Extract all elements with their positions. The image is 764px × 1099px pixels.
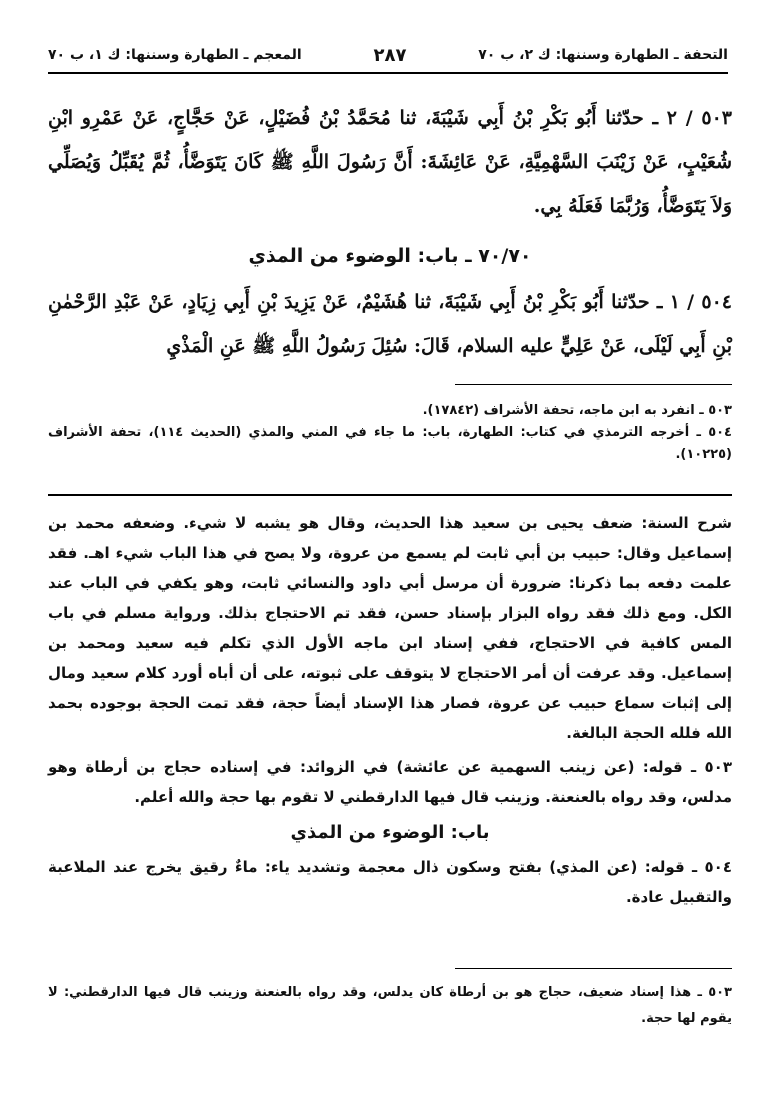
page-number: ٢٨٧ xyxy=(373,44,407,66)
bottom-footnote xyxy=(48,980,732,1032)
header-right-reference: المعجم ـ الطهارة وسننها: ك ١، ب ٧٠ xyxy=(48,47,302,63)
bottom-note-503: ٥٠٣ ـ هذا إسناد ضعيف، حجاج هو بن أرطاة كان يدلس، وقد رواه بالعنعنة وزينب قال فيها الدارقطني: لا يقوم لها حجة. xyxy=(48,985,732,1026)
takhrij-notes xyxy=(48,400,732,466)
commentary-divider xyxy=(48,494,732,496)
hadith-503: ٥٠٣ / ٢ ـ حدّثنا أَبُو بَكْرِ بْنُ أَبِي شَيْبَةَ، ثنا مُحَمَّدُ بْنُ فُضَيْلٍ، عَنْ حَجَّاجٍ، عَنْ عَمْرِو ابْنِ شُعَيْبٍ، عَنْ زَيْنَبَ السَّهْمِيَّةِ، عَنْ عَائِشَةَ: أَنَّ رَسُولَ اللَّهِ ﷺ كَانَ يَتَوَضَّأُ، ثُمَّ يُقَبِّلُ وَيُصَلِّي وَلاَ يَتَوَضَّأُ، وَرُبَّمَا فَعَلَهُ بِي. xyxy=(48,107,732,217)
footnote-divider xyxy=(455,384,732,385)
main-text xyxy=(48,96,732,368)
commentary-chapter-title: باب: الوضوء من المذي xyxy=(290,822,490,843)
header-left-reference: التحفة ـ الطهارة وسننها: ك ٢، ب ٧٠ xyxy=(478,47,728,63)
commentary xyxy=(48,508,732,916)
running-header xyxy=(48,38,728,74)
chapter-title: ٧٠/٧٠ ـ باب: الوضوء من المذي xyxy=(248,245,532,267)
commentary-paragraph-2: ٥٠٣ ـ قوله: (عن زينب السهمية عن عائشة) في الزوائد: في إسناده حجاج بن أرطاة وهو مدلس، وقد رواه بالعنعنة. وزينب قال فيها الدارقطني لا تقوم بها حجة والله أعلم. xyxy=(48,758,732,806)
hadith-504: ٥٠٤ / ١ ـ حدّثنا أَبُو بَكْرِ بْنُ أَبِي شَيْبَةَ، ثنا هُشَيْمٌ، عَنْ يَزِيدَ بْنِ أَبِي زِيَادٍ، عَنْ عَبْدِ الرَّحْمٰنِ بْنِ أَبِي لَيْلَى، عَنْ عَلِيٍّ عليه السلام، قَالَ: سُئِلَ رَسُولُ اللَّهِ ﷺ عَنِ الْمَذْيِ xyxy=(48,291,733,357)
commentary-paragraph-3: ٥٠٤ ـ قوله: (عن المذي) بفتح وسكون ذال معجمة وتشديد ياء: ماءٌ رقيق يخرج عند الملاعبة والتقبيل عادة. xyxy=(48,858,732,906)
commentary-paragraph-1: شرح السنة: ضعف يحيى بن سعيد هذا الحديث، وقال هو يشبه لا شيء. وضعفه محمد بن إسماعيل وقال: حبيب بن أبي ثابت لم يسمع من عروة، ولا يصح في هذا الباب شيء اهـ. فقد علمت دفعه بما ذكرنا: ضرورة أن مرسل أبي داود والنسائي ثابت، وهو يكفي في الباب عند الكل. ومع ذلك فقد رواه البزار بإسناد حسن، فقد تم الاحتجاج بذلك. ورواية مسلم في باب المس كافية في الاحتجاج، ففي إسناد ابن ماجه الأول الذي تكلم فيه سعيد ومحمد بن إسماعيل. وقد عرفت أن أمر الاحتجاج لا يتوقف على ثبوته، على أن أباه أورد كلام سعيد ومال إلى إثبات سماع حبيب عن عروة، فصار هذا الإسناد أيضاً حجة، فقد تمت الحجة بوجوده بحمد الله فلله الحجة البالغة. xyxy=(48,514,732,742)
takhrij-note-504: ٥٠٤ ـ أخرجه الترمذي في كتاب: الطهارة، باب: ما جاء في المني والمذي (الحديث ١١٤)، تحفة الأشراف (١٠٢٢٥). xyxy=(48,425,732,462)
bottom-footnote-divider xyxy=(455,968,732,969)
takhrij-note-503: ٥٠٣ ـ انفرد به ابن ماجه، تحفة الأشراف (١٧٨٤٢). xyxy=(422,403,732,418)
